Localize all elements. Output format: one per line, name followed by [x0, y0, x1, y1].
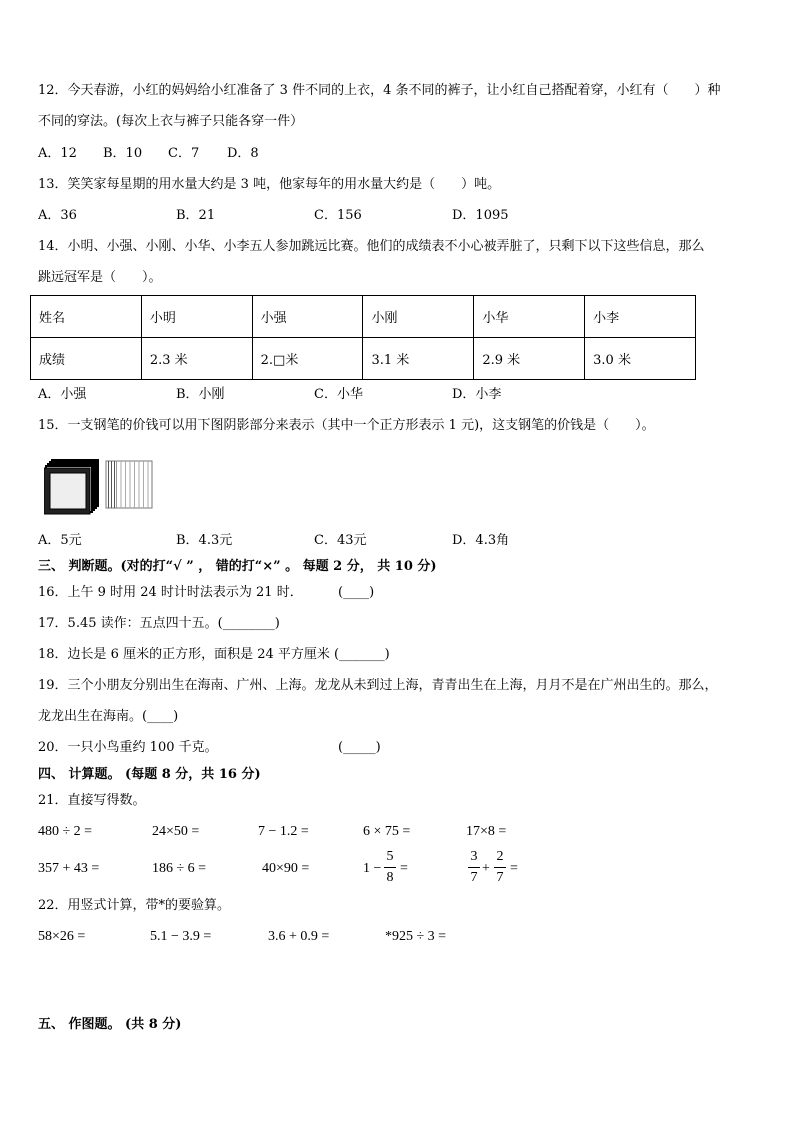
- table-cell: 2.9 米: [474, 338, 585, 380]
- q12-option-a: A．12: [38, 146, 77, 161]
- fraction-numerator: 2: [496, 849, 504, 864]
- q21-expr: 186 ÷ 6 =: [152, 861, 207, 876]
- table-cell: 成绩: [31, 338, 142, 380]
- q22-title: 22．用竖式计算，带*的要验算。: [38, 898, 231, 913]
- q22-expr: 58×26 =: [38, 929, 86, 944]
- q20-blank: (_____): [338, 740, 381, 755]
- fraction-bar: [468, 867, 480, 868]
- q12-option-c: C．7: [168, 146, 200, 161]
- q21-expr: 357 + 43 =: [38, 861, 100, 876]
- table-cell: 小华: [474, 296, 585, 338]
- shaded-squares-figure: [44, 458, 164, 516]
- q12-line2: 不同的穿法。(每次上衣与裤子只能各穿一件）: [38, 114, 304, 129]
- fraction-denominator: 7: [470, 870, 478, 885]
- q22-expr: *925 ÷ 3 =: [385, 929, 447, 944]
- q18-text: 18．边长是 6 厘米的正方形，面积是 24 平方厘米 (_______): [38, 647, 390, 662]
- q19-line1: 19．三个小朋友分别出生在海南、广州、上海。龙龙从未到过上海，青青出生在上海，月月不是在广州出生的。那么，: [38, 678, 718, 693]
- table-cell: 2.3 米: [141, 338, 252, 380]
- q21-expr: 40×90 =: [262, 861, 310, 876]
- q12-line1: 12．今天春游，小红的妈妈给小红准备了 3 件不同的上衣，4 条不同的裤子，让小红自己搭配着穿，小红有（ ）种: [38, 83, 721, 98]
- q21-fraction: [384, 850, 396, 888]
- fraction-bar: [384, 867, 396, 868]
- q15-option-d: D．4.3角: [452, 533, 510, 548]
- score-table: [30, 295, 696, 380]
- q12-option-b: B．10: [103, 146, 143, 161]
- q22-expr: 5.1 − 3.9 =: [150, 929, 212, 944]
- q21-expr: 24×50 =: [152, 824, 200, 839]
- table-cell: 3.1 米: [363, 338, 474, 380]
- fraction-denominator: 8: [386, 870, 394, 885]
- section5-heading: 五、 作图题。 (共 8 分): [38, 1017, 182, 1032]
- table-cell: 2.□米: [252, 338, 363, 380]
- q14-option-a: A．小强: [38, 387, 87, 402]
- section3-heading: 三、 判断题。(对的打“√ ” ， 错的打“×” 。 每题 2 分， 共 10 分): [38, 559, 437, 574]
- q21-fraction: [494, 850, 506, 888]
- table-cell: 小强: [252, 296, 363, 338]
- q12-option-d: D．8: [227, 146, 259, 161]
- q21-fraction: [468, 850, 480, 888]
- table-cell: 小刚: [363, 296, 474, 338]
- q15-option-b: B．4.3元: [176, 533, 233, 548]
- q21-title: 21．直接写得数。: [38, 793, 146, 808]
- q13-option-d: D．1095: [452, 208, 509, 223]
- table-cell: 3.0 米: [585, 338, 696, 380]
- table-cell: 姓名: [31, 296, 142, 338]
- q14-line2: 跳远冠军是（ ）。: [38, 270, 162, 285]
- q21-frac2-equals: =: [510, 861, 518, 876]
- fraction-bar: [494, 867, 506, 868]
- table-row: [31, 338, 696, 380]
- q14-option-b: B．小刚: [176, 387, 225, 402]
- fraction-denominator: 7: [496, 870, 504, 885]
- q14-line1: 14．小明、小强、小刚、小华、小李五人参加跳远比赛。他们的成绩表不小心被弄脏了，只剩下以下这些信息，那么: [38, 239, 705, 254]
- q15-option-c: C．43元: [314, 533, 367, 548]
- table-row: [31, 296, 696, 338]
- q17-text: 17．5.45 读作：五点四十五。(________): [38, 616, 280, 631]
- q21-frac2-plus: +: [482, 861, 490, 876]
- q21-expr: 6 × 75 =: [363, 824, 411, 839]
- q21-frac1-equals: =: [400, 861, 408, 876]
- table-cell: 小李: [585, 296, 696, 338]
- q21-expr: 17×8 =: [466, 824, 507, 839]
- q14-option-d: D．小李: [452, 387, 502, 402]
- q21-expr: 480 ÷ 2 =: [38, 824, 93, 839]
- q13-option-a: A．36: [38, 208, 77, 223]
- q13-option-c: C．156: [314, 208, 362, 223]
- q19-line2: 龙龙出生在海南。(____): [38, 709, 179, 724]
- table-cell: 小明: [141, 296, 252, 338]
- q16-text: 16．上午 9 时用 24 时计时法表示为 21 时．: [38, 585, 303, 600]
- q22-expr: 3.6 + 0.9 =: [268, 929, 330, 944]
- q16-blank: (____): [338, 585, 375, 600]
- q21-expr: 7 − 1.2 =: [258, 824, 309, 839]
- fraction-numerator: 3: [470, 849, 478, 864]
- q13-text: 13．笑笑家每星期的用水量大约是 3 吨，他家每年的用水量大约是（ ）吨。: [38, 177, 501, 192]
- q13-option-b: B．21: [176, 208, 216, 223]
- q15-text: 15．一支钢笔的价钱可以用下图阴影部分来表示（其中一个正方形表示 1 元)，这支钢笔的价钱是（ ）。: [38, 418, 655, 433]
- fraction-numerator: 5: [386, 849, 394, 864]
- section4-heading: 四、 计算题。 (每题 8 分，共 16 分): [38, 767, 261, 782]
- q14-option-c: C．小华: [314, 387, 363, 402]
- q21-frac1-prefix: 1 −: [363, 861, 382, 876]
- q15-option-a: A．5元: [38, 533, 82, 548]
- q20-text: 20．一只小鸟重约 100 千克。: [38, 740, 218, 755]
